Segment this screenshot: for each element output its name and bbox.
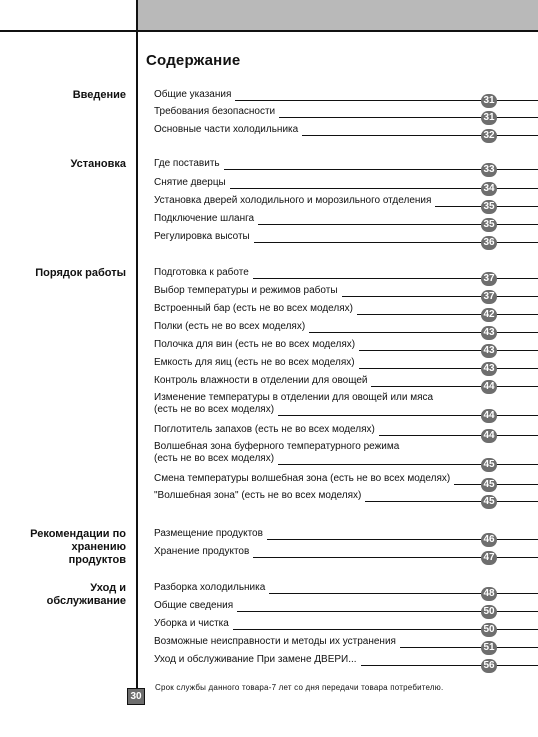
page-number: 30	[127, 688, 145, 705]
toc-entry-title: Уход и обслуживание При замене ДВЕРИ...	[154, 654, 357, 665]
toc-entry-title: Основные части холодильника	[154, 124, 299, 135]
toc-entry-title: Где поставить	[154, 158, 220, 169]
toc-entry-title: Общие сведения	[154, 600, 234, 611]
page-badge: 34	[481, 182, 497, 196]
toc-entry-title: Снятие дверцы	[154, 177, 226, 188]
toc-leader-line	[302, 135, 538, 136]
page-badge: 42	[481, 308, 497, 322]
toc-entry-title: Хранение продуктов	[154, 546, 250, 557]
toc-entry-title: Требования безопасности	[154, 106, 276, 117]
toc-entry-title: Волшебная зона буферного температурного режима (есть не во всех моделях)	[154, 441, 400, 464]
page-badge: 43	[481, 326, 497, 340]
page-badge: 44	[481, 409, 497, 423]
toc-entry[interactable]	[154, 392, 538, 416]
vertical-rule	[136, 0, 138, 705]
toc-leader-line	[309, 332, 538, 333]
section-label: Порядок работы	[35, 267, 126, 279]
section-label: Установка	[70, 158, 126, 170]
section-label: Уход и обслуживание	[46, 582, 126, 607]
toc-leader-line	[279, 117, 538, 118]
toc-leader-line	[278, 464, 538, 465]
page-badge: 32	[481, 129, 497, 143]
toc-leader-line	[357, 314, 538, 315]
toc-leader-line	[267, 539, 538, 540]
toc-entry[interactable]	[154, 441, 538, 465]
page-badge: 44	[481, 380, 497, 394]
page-badge: 46	[481, 533, 497, 547]
toc-leader-line	[278, 415, 538, 416]
toc-leader-line	[361, 665, 538, 666]
toc-entry-title: Регулировка высоты	[154, 231, 250, 242]
toc-leader-line	[269, 593, 538, 594]
toc-entry-title: Разборка холодильника	[154, 582, 266, 593]
page-badge: 37	[481, 272, 497, 286]
header-bar	[137, 0, 538, 30]
toc-leader-line	[359, 350, 538, 351]
page-badge: 50	[481, 605, 497, 619]
toc-leader-line	[400, 647, 538, 648]
toc-leader-line	[342, 296, 538, 297]
toc-entry-title: Изменение температуры в отделении для овощей или мяса (есть не во всех моделях)	[154, 392, 434, 415]
page-badge: 36	[481, 236, 497, 250]
page-badge: 45	[481, 478, 497, 492]
toc-entry-title: Контроль влажности в отделении для овощей	[154, 375, 368, 386]
toc-entry-title: Уборка и чистка	[154, 618, 229, 629]
toc-entry-title: Полки (есть не во всех моделях)	[154, 321, 306, 332]
page-badge: 45	[481, 495, 497, 509]
page-badge: 47	[481, 551, 497, 565]
page-badge: 48	[481, 587, 497, 601]
toc-entry-title: Размещение продуктов	[154, 528, 263, 539]
header-rule	[0, 30, 538, 32]
page-badge: 50	[481, 623, 497, 637]
page-badge: 37	[481, 290, 497, 304]
page-badge: 35	[481, 218, 497, 232]
toc-entry-title: "Волшебная зона" (есть не во всех моделях)	[154, 490, 362, 501]
toc-entry-title: Возможные неисправности и методы их устранения	[154, 636, 396, 647]
section-label: Рекомендации по хранению продуктов	[30, 528, 126, 566]
page-badge: 45	[481, 458, 497, 472]
page-badge: 31	[481, 94, 497, 108]
page-badge: 56	[481, 659, 497, 673]
page-badge: 51	[481, 641, 497, 655]
page-badge: 43	[481, 362, 497, 376]
toc-entry-title: Встроенный бар (есть не во всех моделях)	[154, 303, 353, 314]
toc-entry-title: Выбор температуры и режимов работы	[154, 285, 338, 296]
toc-entry-title: Полочка для вин (есть не во всех моделях)	[154, 339, 356, 350]
toc-entry-title: Смена температуры волшебная зона (есть не во всех моделях)	[154, 473, 451, 484]
page-badge: 31	[481, 111, 497, 125]
page-badge: 33	[481, 163, 497, 177]
page-title: Содержание	[146, 52, 241, 69]
toc-entry-title: Установка дверей холодильного и морозильного отделения	[154, 195, 432, 206]
toc-leader-line	[365, 501, 538, 502]
toc-leader-line	[379, 435, 538, 436]
toc-entry-title: Подготовка к работе	[154, 267, 249, 278]
page-badge: 44	[481, 429, 497, 443]
section-label: Введение	[72, 89, 126, 101]
toc-entry-title: Емкость для яиц (есть не во всех моделях)	[154, 357, 355, 368]
toc-leader-line	[359, 368, 538, 369]
toc-entry-title: Поглотитель запахов (есть не во всех моделях)	[154, 424, 375, 435]
toc-entry-title: Подключение шланга	[154, 213, 255, 224]
toc-leader-line	[371, 386, 538, 387]
toc-entry-title: Общие указания	[154, 89, 232, 100]
footer-note: Срок службы данного товара-7 лет со дня передачи товара потребителю.	[155, 683, 444, 692]
page-badge: 43	[481, 344, 497, 358]
page-badge: 35	[481, 200, 497, 214]
